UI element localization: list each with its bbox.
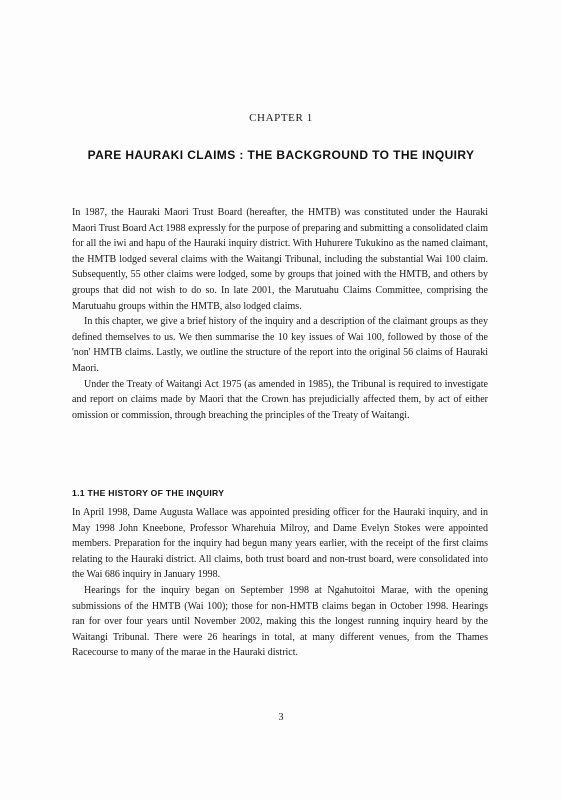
intro-paragraph-3: Under the Treaty of Waitangi Act 1975 (as amended in 1985), the Tribunal is required to investigate and report on claims made by Maori that the Crown has prejudicially affected them, by act of either omission or commission, through breaching the principles of the Treaty of Waitangi. bbox=[72, 378, 488, 421]
intro-text bbox=[72, 205, 488, 423]
intro-paragraph-2: In this chapter, we give a brief history of the inquiry and a description of the claimant groups as they defined themselves to us. We then summarise the 10 key issues of Wai 100, followed by those of the 'non' HMTB claims. Lastly, we outline the structure of the report into the original 56 claims of Hauraki Maori. bbox=[72, 316, 488, 374]
intro-paragraph-1: In 1987, the Hauraki Maori Trust Board (hereafter, the HMTB) was constituted under the Hauraki Maori Trust Board Act 1988 expressly for the purpose of preparing and submitting a consolidated claim for all the iwi and hapu of the Hauraki inquiry district. With Huhurere Tukukino as the named claimant, the HMTB lodged several claims with the Waitangi Tribunal, including the substantial Wai 100 claim. Subsequently, 55 other claims were lodged, some by groups that joined with the HMTB, and others by groups that did not wish to do so. In late 2001, the Marutuahu Claims Committee, comprising the Marutuahu groups within the HMTB, also lodged claims. bbox=[72, 207, 488, 312]
chapter-title: PARE HAURAKI CLAIMS : THE BACKGROUND TO THE INQUIRY bbox=[87, 148, 475, 162]
section-paragraph-1: In April 1998, Dame Augusta Wallace was appointed presiding officer for the Hauraki inquiry, and in May 1998 John Kneebone, Professor Wharehuia Milroy, and Dame Evelyn Stokes were appointed members. Preparation for the inquiry had begun many years earlier, with the receipt of the first claims relating to the Hauraki district. All claims, both trust board and non-trust board, were consolidated into the Wai 686 inquiry in January 1998. bbox=[72, 507, 488, 581]
chapter-label: CHAPTER 1 bbox=[249, 112, 313, 124]
section-text bbox=[72, 505, 488, 661]
page-number: 3 bbox=[278, 712, 284, 723]
section-heading: 1.1 THE HISTORY OF THE INQUIRY bbox=[72, 488, 225, 498]
section-paragraph-2: Hearings for the inquiry began on September 1998 at Ngahutoitoi Marae, with the opening submissions of the HMTB (Wai 100); those for non-HMTB claims began in October 1998. Hearings ran for over four years until November 2002, making this the longest running inquiry heard by the Waitangi Tribunal. There were 26 hearings in total, at many different venues, from the Thames Racecourse to many of the marae in the Hauraki district. bbox=[72, 584, 488, 659]
